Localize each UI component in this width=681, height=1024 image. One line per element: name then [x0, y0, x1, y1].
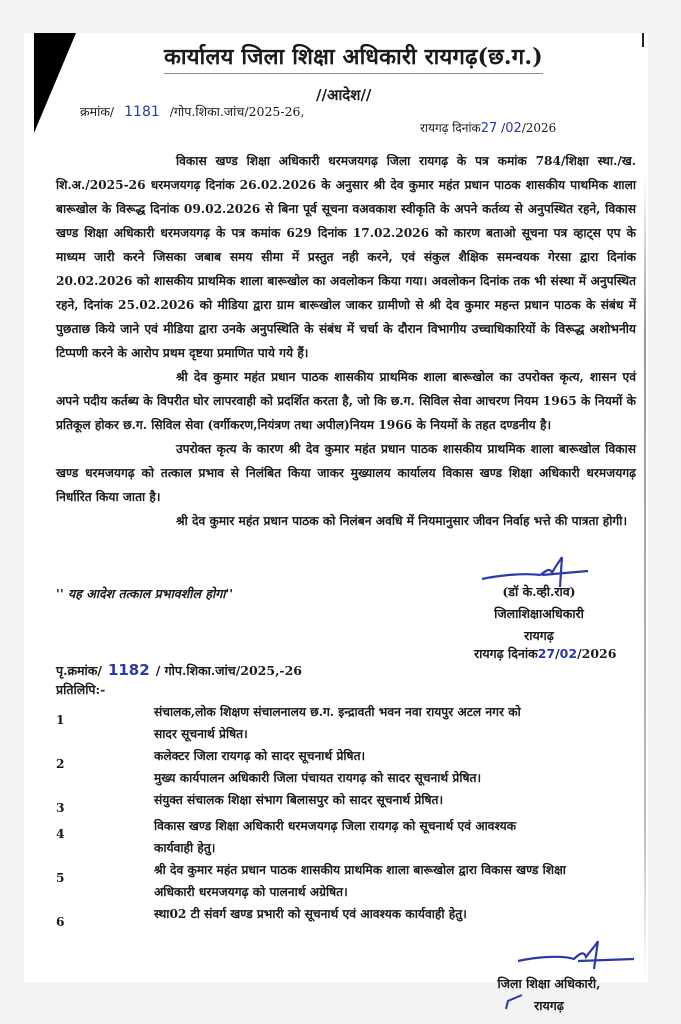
- signatory-1-designation: जिलाशिक्षाअधिकारी: [494, 606, 584, 621]
- copy-item-number: 5: [56, 871, 65, 885]
- copy-item-number: 3: [56, 801, 65, 815]
- endorsement-date-year: /2026: [577, 646, 617, 661]
- reference-number: [80, 103, 304, 120]
- endorsement-prefix: पृ.क्रमांक/: [56, 663, 102, 678]
- copy-item-text: [154, 859, 636, 903]
- copy-item-number: 4: [56, 827, 65, 841]
- copy-item-line: संचालक,लोक शिक्षण संचालनालय छ.ग. इन्द्रावती भवन नवा रायपुर अटल नगर को: [154, 705, 521, 719]
- copy-item-line: विकास खण्ड शिक्षा अधिकारी धरमजयगढ़ जिला रायगढ़ को सूचनार्थ एवं आवश्यक: [154, 819, 517, 833]
- copy-item: [56, 903, 636, 929]
- copy-item-text: [154, 745, 636, 789]
- scan-edge-artifact: [642, 33, 644, 47]
- date-prefix: रायगढ़ दिनांक: [420, 121, 481, 135]
- copy-item-line: कलेक्टर जिला रायगढ़ को सादर सूचनार्थ प्रेषित।: [154, 749, 366, 763]
- copy-item-number: 6: [56, 915, 65, 929]
- date-month: 02: [505, 121, 522, 136]
- copy-item-text: [154, 815, 636, 859]
- endorsement-date-month: 02: [559, 646, 578, 661]
- signature-2: [516, 939, 636, 975]
- copy-item-line: कार्यवाही हेतु।: [154, 841, 216, 855]
- scan-edge-line: [644, 173, 646, 983]
- copy-item: [56, 815, 636, 859]
- endorsement-date: रायगढ़ दिनांक27/02/2026: [474, 646, 617, 661]
- paragraph-2: श्री देव कुमार महंत प्रधान पाठक शासकीय प्राथमिक शाला बारूखोल का उपरोक्त कृत्य, शासन एवं अपने पदीय कर्तब्य के विपरीत घोर लापरवाही को प्रदर्शित करता है, जो कि छ.ग. सिविल सेवा आचरण नियम 1965 के नियमों के प्रतिकूल होकर छ.ग. सिविल सेवा (वर्गीकरण,नियंत्रण तथा अपील)नियम 1966 के नियमों के तहत दण्डनीय है।: [56, 370, 636, 432]
- date-year: /2026: [521, 121, 557, 135]
- endorsement-handwritten-number: 1182: [107, 661, 150, 679]
- paragraph-4: श्री देव कुमार महंत प्रधान पाठक को निलंबन अवधि में नियमानुसार जीवन निर्वाह भत्ते की पात्रता होगी।: [176, 514, 628, 528]
- order-heading: //आदेश//: [316, 86, 372, 104]
- order-date: रायगढ़ दिनांक27 /02/2026: [420, 121, 557, 136]
- initial-mark: [502, 991, 524, 1011]
- effect-note: '' यह आदेश तत्काल प्रभावशील होगा'': [56, 586, 234, 601]
- copy-item-line: मुख्य कार्यपालन अधिकारी जिला पंचायत रायगढ़ को सादर सूचनार्थ प्रेषित।: [154, 771, 482, 785]
- endorsement-number: [56, 661, 302, 679]
- copy-item-line: सादर सूचनार्थ प्रेषित।: [154, 727, 248, 741]
- copy-item-line: स्था02 टी संवर्ग खण्ड प्रभारी को सूचनार्थ एवं आवश्यक कार्यवाही हेतु।: [154, 907, 467, 921]
- copy-item: [56, 789, 636, 815]
- paragraph-3: उपरोक्त कृत्य के कारण श्री देव कुमार महंत प्रधान पाठक शासकीय प्राथमिक शाला बारूखोल विकास खण्ड धरमजयगढ़ को तत्काल प्रभाव से निलंबित किया जाकर मुख्यालय कार्यालय विकास खण्ड शिक्षा अधिकारी धरमजयगढ़ निर्धारित किया जाता है।: [56, 442, 636, 504]
- signatory-1-place: रायगढ़: [524, 628, 554, 643]
- signatory-1-name: (डॉ के.व्ही.राव): [502, 584, 576, 599]
- office-title: कार्यालय जिला शिक्षा अधिकारी रायगढ़(छ.ग.): [164, 41, 543, 74]
- endorsement-suffix: / गोप.शिका.जांच/2025,-26: [155, 663, 302, 678]
- copy-item-text: [154, 903, 636, 929]
- order-body: [56, 149, 636, 533]
- copy-item: [56, 701, 636, 745]
- endorsement-date-prefix: रायगढ़ दिनांक: [474, 646, 538, 661]
- signatory-2-place: रायगढ़: [534, 998, 564, 1013]
- copy-item-line: संयुक्त संचालक शिक्षा संभाग बिलासपुर को सादर सूचनार्थ प्रेषित।: [154, 793, 444, 807]
- copy-to-label: प्रतिलिपि:-: [56, 682, 106, 697]
- signatory-1-block: [474, 581, 604, 647]
- copy-to-list: [56, 701, 636, 929]
- reference-handwritten-number: 1181: [124, 104, 160, 120]
- scan-corner-artifact: [34, 33, 76, 133]
- copy-item-number: 1: [56, 713, 65, 727]
- document-page: [24, 33, 648, 1013]
- date-day: 27: [480, 121, 498, 136]
- reference-suffix: /गोप.शिका.जांच/2025-26,: [169, 104, 305, 119]
- paragraph-1: विकास खण्ड शिक्षा अधिकारी धरमजयगढ़ जिला रायगढ़ के पत्र कमांक 784/शिक्षा स्था./ख. शि.अ./2025-26 धरमजयगढ़ दिनांक 26.02.2026 के अनुसार श्री देव कुमार महंत प्रधान पाठक शासकीय पाथमिक शाला बारूखोल के विरूद्ध दिनांक 09.02.2026 से बिना पूर्व सूचना वअवकाश स्वीकृति के अपने कर्तव्य से अनुपस्थित रहने, विकास खण्ड शिक्षा अधिकारी धरमजयगढ़ के पत्र कमांक 629 दिनांक 17.02.2026 को कारण बताओ सूचना पत्र व्हाट्स एप के माध्यम जारी करने जिसका जबाब समय सीमा में प्रस्तुत नही करने, एवं संकुल शैक्षिक समन्वयक गेरसा द्वारा दिनांक 20.02.2026 को शासकीय प्राथमिक शाला बारूखोल का अवलोकन किया गया। अवलोकन दिनांक तक भी संस्था में अनुपस्थित रहने, दिनांक 25.02.2026 को मीडिया द्वारा ग्राम बारूखोल जाकर ग्रामीणो से श्री देव कुमार महन्त प्रधान पाठक के संबंध में पुछताछ किये जाने एवं मीडिया द्वारा उनके अनुपस्थिति के संबंध में चर्चा के दौरान विभागीय उच्चाधिकारियों के विरूद्ध अशोभनीय टिप्पणी करने के आरोप प्रथम दृष्टया प्रमाणित पाये गये हैं।: [56, 154, 636, 360]
- copy-item-text: [154, 789, 636, 815]
- copy-item-line: श्री देव कुमार महंत प्रधान पाठक शासकीय प्राथमिक शाला बारूखोल द्वारा विकास खण्ड शिक्षा: [154, 863, 566, 877]
- endorsement-date-day: 27: [537, 646, 556, 661]
- copy-item-number: 2: [56, 757, 65, 771]
- copy-item: [56, 859, 636, 903]
- copy-item-line: अधिकारी धरमजयगढ़ को पालनार्थ अग्रेषित।: [154, 885, 348, 899]
- copy-item: [56, 745, 636, 789]
- copy-item-text: [154, 701, 636, 745]
- reference-prefix: क्रमांक/: [80, 104, 115, 119]
- signatory-2-designation: जिला शिक्षा अधिकारी,: [497, 976, 601, 991]
